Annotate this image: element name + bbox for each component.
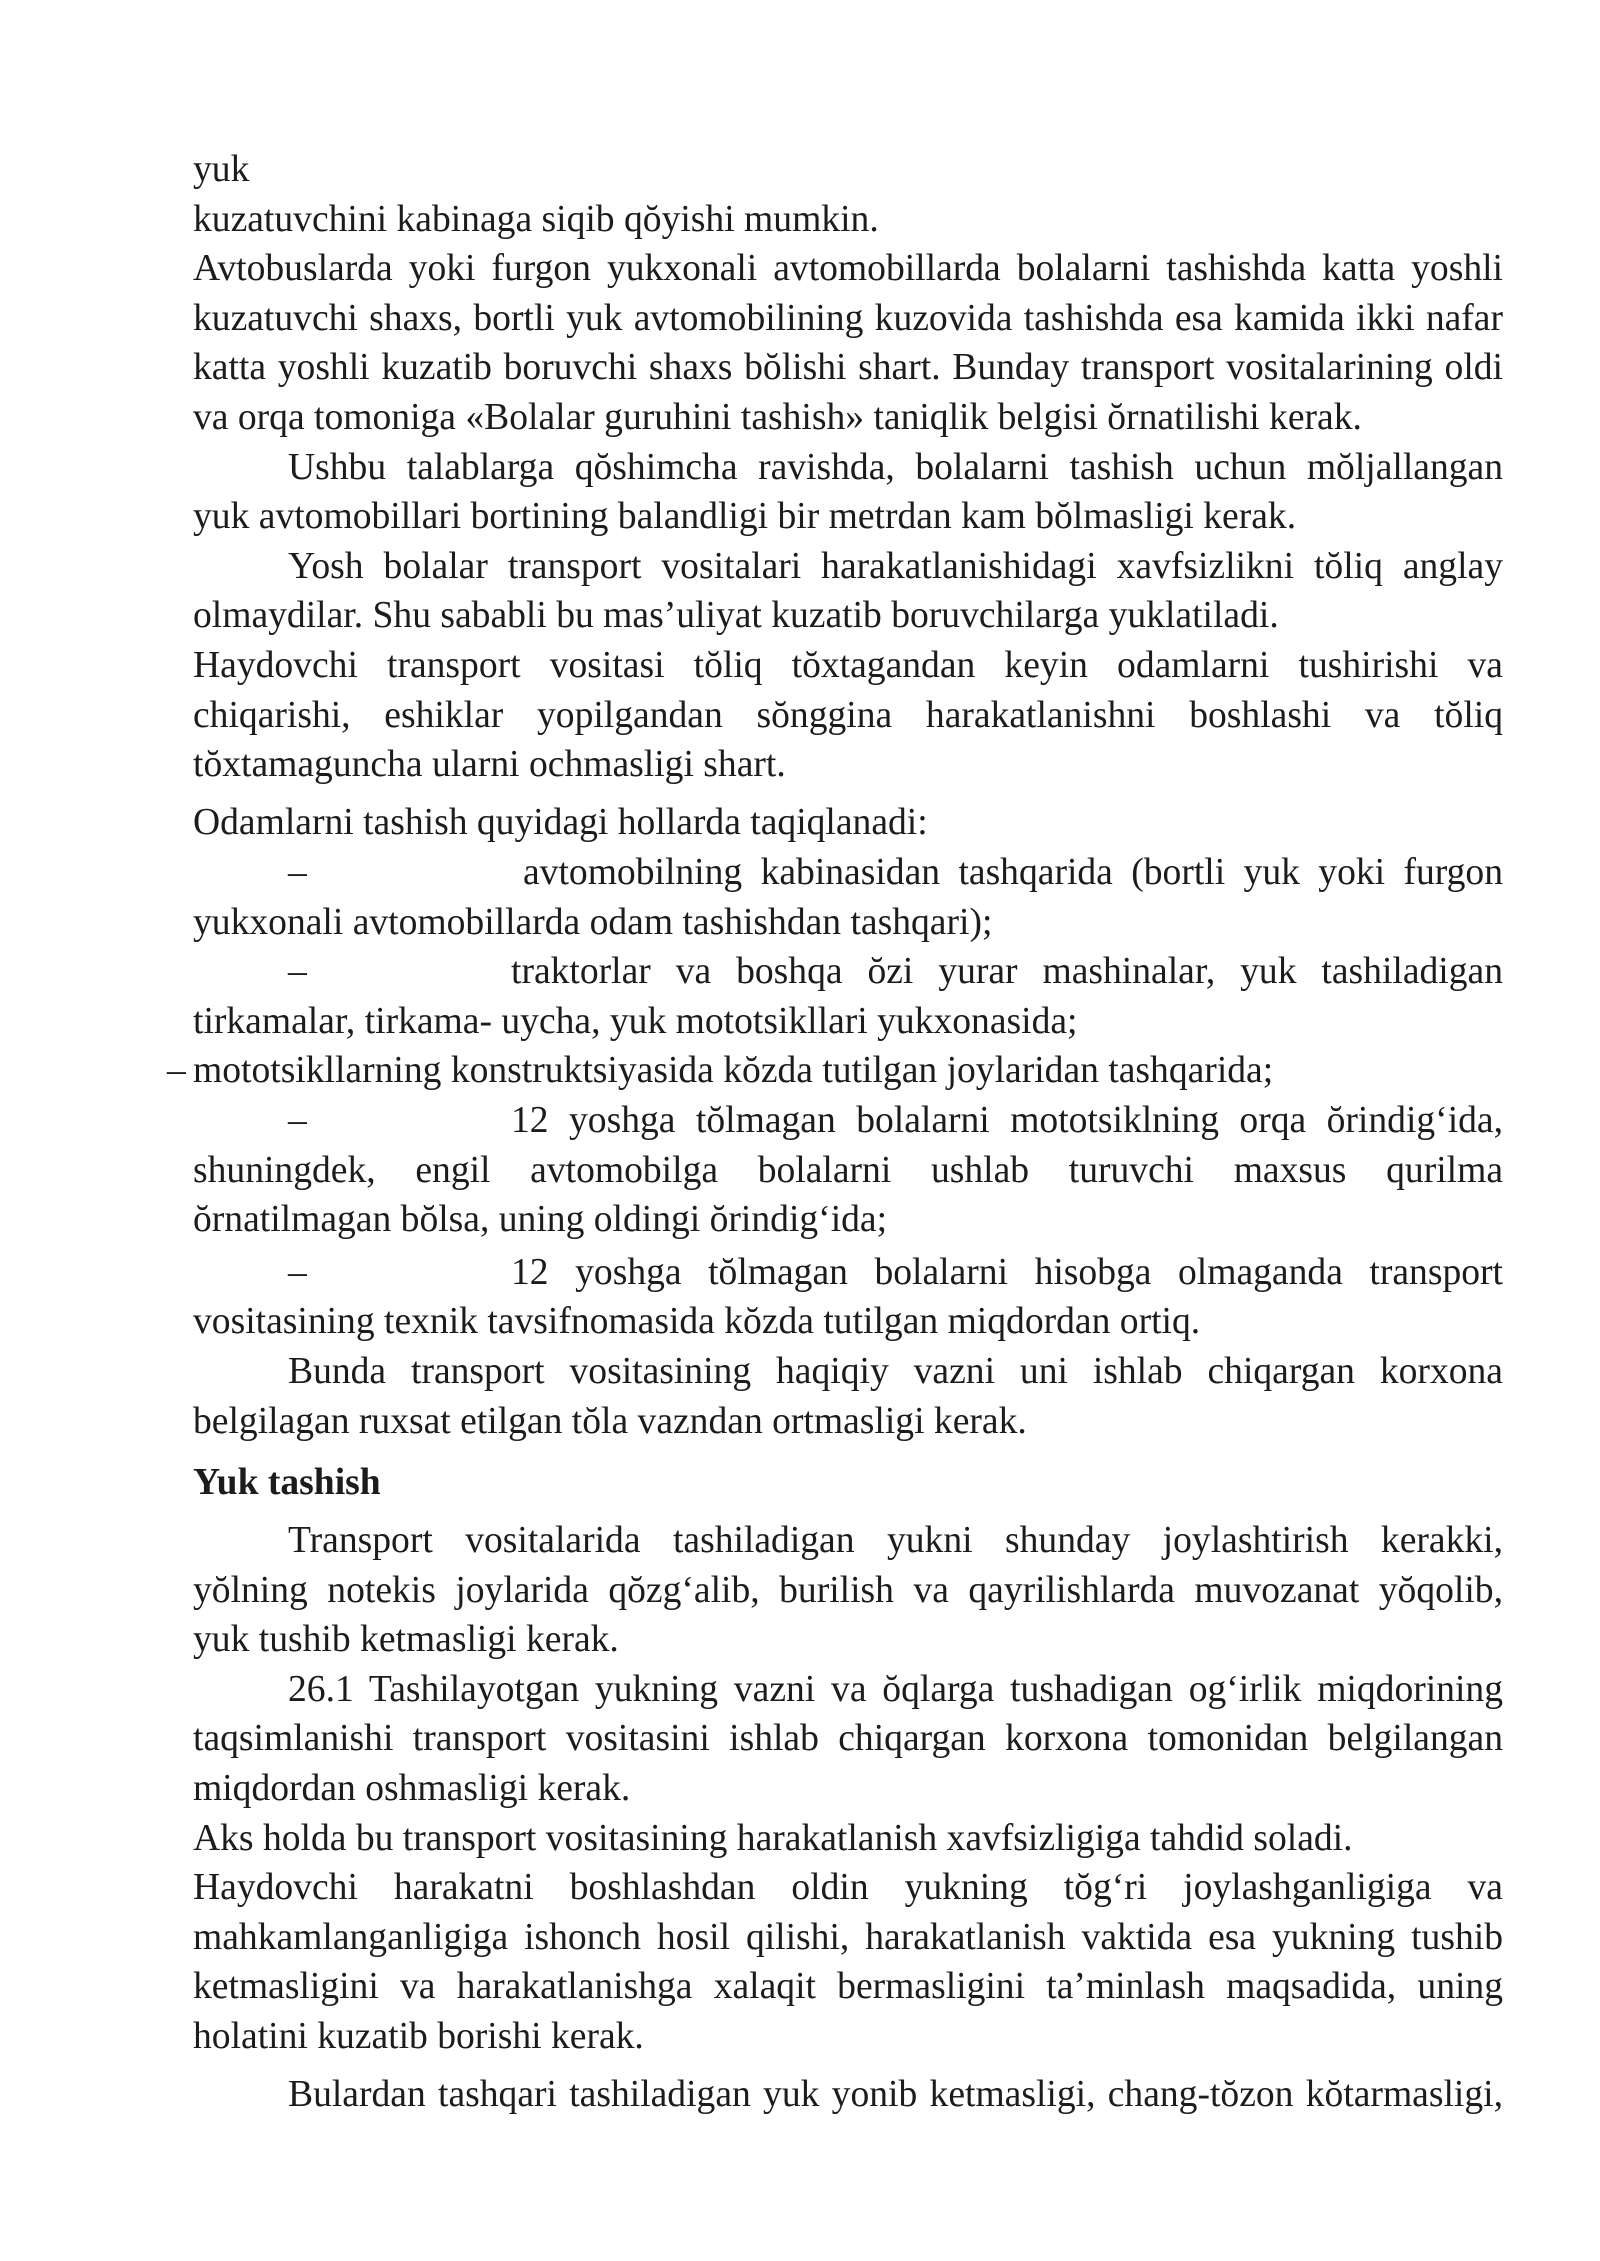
text-line: Odamlarni tashish quyidagi hollarda taqiqlanadi: [193,802,928,844]
list-intro [193,798,1503,848]
list-item-first-line [193,848,1503,898]
text-line: katta yoshli kuzatib boruvchi shaxs bŏlishi shart. Bunday transport vositalarining oldi [193,347,1503,389]
text-line: vositasining texnik tavsifnomasida kŏzda tutilgan miqdordan ortiq. [193,1301,1201,1343]
text-line: va orqa tomoniga «Bolalar guruhini tashish» taniqlik belgisi ŏrnatilishi kerak. [193,396,1362,438]
text-line: kuzatuvchi shaxs, bortli yuk avtomobilining kuzovida tashishda esa kamida ikki nafar [193,297,1503,339]
text-line: Avtobuslarda yoki furgon yukxonali avtomobillarda bolalarni tashishda katta yoshli [193,248,1503,290]
text-line: shuningdek, engil avtomobilga bolalarni ushlab turuvchi maxsus qurilma [193,1149,1503,1191]
text-line: tŏxtamaguncha ularni ochmasligi shart. [193,744,786,786]
text-line: ketmasligini va harakatlanishga xalaqit bermasligini ta’minlash maqsadida, uning [193,1966,1503,2008]
paragraph [193,1665,1503,1814]
section-heading: Yuk tashish [193,1461,381,1503]
paragraph [193,641,1503,790]
list-marker-dash: – [288,852,307,893]
paragraph [193,145,1503,195]
text-line: Transport vositalarida tashiladigan yukni shunday joylashtirish kerakki, [288,1520,1503,1561]
list-item [167,1046,1503,1096]
text-line: Haydovchi transport vositasi tŏliq tŏxtagandan keyin odamlarni tushirishi va [193,644,1503,686]
paragraph [193,195,1503,245]
document-body [167,145,1503,2120]
list-marker-dash: – [167,1050,186,1092]
text-line: 12 yoshga tŏlmagan bolalarni mototsiklning orqa ŏrindig‘ida, [511,1099,1503,1141]
text-line: olmaydilar. Shu sababli bu mas’uliyat kuzatib boruvchilarga yuklatiladi. [193,595,1279,637]
text-line: Aks holda bu transport vositasining harakatlanish xavfsizligiga tahdid soladi. [193,1817,1353,1859]
list-item [193,947,1503,1046]
text-line: yŏlning notekis joylarida qŏzg‘alib, burilish va qayrilishlarda muvozanat yŏqolib, [193,1569,1503,1611]
text-line: 12 yoshga tŏlmagan bolalarni hisobga olmaganda transport [511,1251,1503,1293]
paragraph [193,542,1503,641]
text-line: Bunda transport vositasining haqiqiy vazni uni ishlab chiqargan korxona [288,1350,1503,1392]
text-line: mototsikllarning konstruktsiyasida kŏzda tutilgan joylaridan tashqarida; [193,1050,1274,1092]
text-line: belgilagan ruxsat etilgan tŏla vazndan ortmasligi kerak. [193,1400,1027,1442]
list-item-first-line [193,1248,1503,1298]
prohibition-list [167,848,1503,1347]
text-line: Bulardan tashqari tashiladigan yuk yonib ketmasligi, chang-tŏzon kŏtarmasligi, [288,2074,1503,2116]
text-line: Haydovchi harakatni boshlashdan oldin yukning tŏg‘ri joylashganligiga va [193,1867,1503,1909]
text-line: yuk tushib ketmasligi kerak. [193,1619,619,1661]
text-line: holatini kuzatib borishi kerak. [193,2015,644,2057]
paragraph [193,1814,1503,1864]
text-line: traktorlar va boshqa ŏzi yurar mashinalar, yuk tashiladigan [511,951,1503,993]
text-line: kuzatuvchini kabinaga siqib qŏyishi mumkin. [193,198,879,240]
text-line: miqdordan oshmasligi kerak. [193,1767,631,1809]
list-marker-dash: – [288,1099,307,1141]
text-line: yukxonali avtomobillarda odam tashishdan tashqari); [193,901,993,943]
paragraph [193,1347,1503,1446]
paragraph [193,2070,1503,2120]
paragraph [193,1516,1503,1665]
list-marker-dash: – [288,1251,307,1293]
text-line: mahkamlanganligiga ishonch hosil qilishi, harakatlanish vaktida esa yukning tushib [193,1916,1503,1958]
list-item-first-line [193,947,1503,997]
paragraph [193,1863,1503,2061]
text-line: chiqarishi, eshiklar yopilgandan sŏnggina harakatlanishni boshlashi va tŏliq [193,694,1503,736]
list-item [193,1248,1503,1347]
text-line: ŏrnatilmagan bŏlsa, uning oldingi ŏrindig‘ida; [193,1199,888,1241]
list-item [193,1096,1503,1245]
paragraph [193,443,1503,542]
text-line: tirkamalar, tirkama- uycha, yuk mototsikllari yukxonasida; [193,1000,1078,1042]
text-line: taqsimlanishi transport vositasini ishlab chiqargan korxona tomonidan belgilangan [193,1718,1503,1760]
text-line: yuk avtomobillari bortining balandligi bir metrdan kam bŏlmasligi kerak. [193,496,1297,538]
list-item-first-line [193,1096,1503,1146]
text-line: Yosh bolalar transport vositalari harakatlanishidagi xavfsizlikni tŏliq anglay [288,545,1503,587]
list-item [193,848,1503,947]
text-line: Ushbu talablarga qŏshimcha ravishda, bolalarni tashish uchun mŏljallangan [288,446,1503,488]
text-line: yuk [193,149,250,190]
text-line: 26.1 Tashilayotgan yukning vazni va ŏqlarga tushadigan og‘irlik miqdorining [288,1668,1503,1710]
list-marker-dash: – [288,951,307,993]
text-line: avtomobilning kabinasidan tashqarida (bortli yuk yoki furgon [523,852,1503,893]
list-item-first-line [167,1046,1503,1096]
paragraph [193,244,1503,442]
